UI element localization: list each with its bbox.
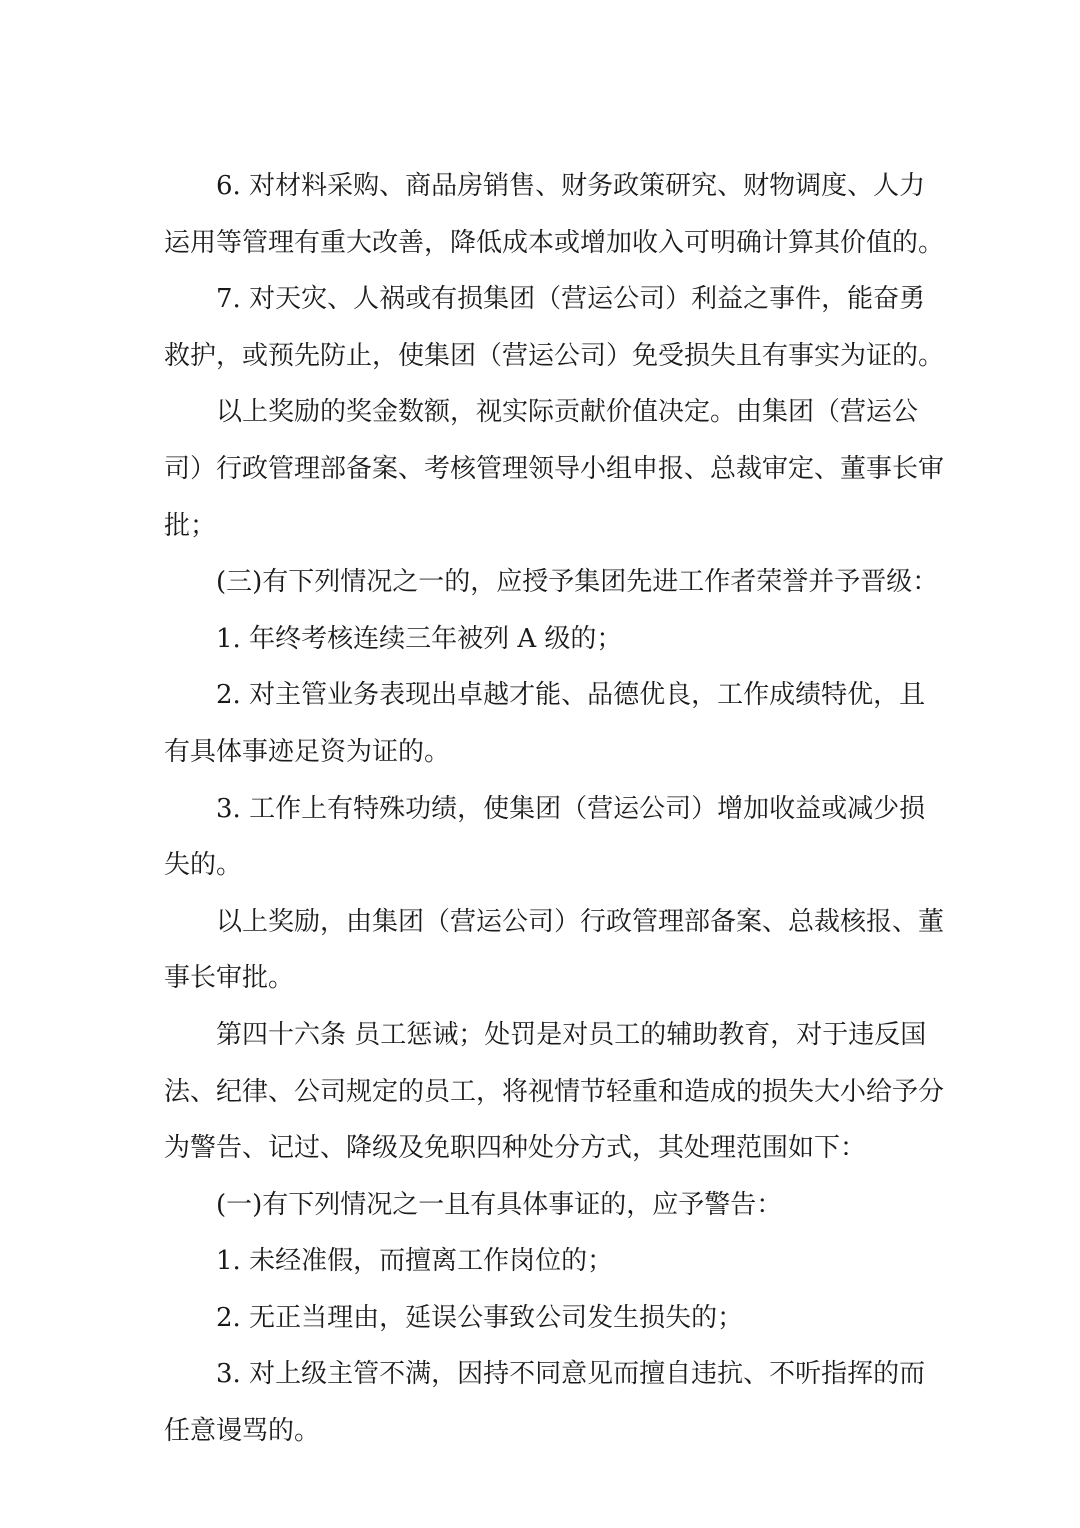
paragraph-article-46: 第四十六条 员工惩诫；处罚是对员工的辅助教育，对于违反国法、纪律、公司规定的员工，将视情节轻重和造成的损失大小给予分为警告、记过、降级及免职四种处分方式，其处理范围如下：: [164, 1019, 945, 1164]
paragraph-item-3: 3. 工作上有特殊功绩，使集团（营运公司）增加收益或减少损失的。: [164, 793, 926, 881]
paragraph-warning-item-3: 3. 对上级主管不满，因持不同意见而擅自违抗、不听指挥的而任意谩骂的。: [164, 1359, 926, 1447]
paragraph-item-2: 2. 对主管业务表现出卓越才能、品德优良，工作成绩特优，且有具体事迹足资为证的。: [164, 680, 926, 767]
paragraph-section-one: (一)有下列情况之一且有具体事证的，应予警告：: [216, 1189, 783, 1220]
paragraph-reward-approval: 以上奖励的奖金数额，视实际贡献价值决定。由集团（营运公司）行政管理部备案、考核管理领导小组申报、总裁审定、董事长审批；: [164, 397, 945, 541]
paragraph-warning-item-1: 1. 未经准假，而擅离工作岗位的；: [216, 1246, 614, 1277]
paragraph-warning-item-2: 2. 无正当理由，延误公事致公司发生损失的；: [216, 1302, 744, 1333]
paragraph-item-7: 7. 对天灾、人祸或有损集团（营运公司）利益之事件，能奋勇救护，或预先防止，使集团（营运公司）免受损失且有事实为证的。: [164, 284, 945, 371]
paragraph-item-6: 6. 对材料采购、商品房销售、财务政策研究、财物调度、人力运用等管理有重大改善，降低成本或增加收入可明确计算其价值的。: [164, 171, 945, 258]
document-body: [164, 158, 948, 1460]
paragraph-item-1: 1. 年终考核连续三年被列 A 级的；: [216, 623, 623, 654]
paragraph-honor-approval: 以上奖励，由集团（营运公司）行政管理部备案、总裁核报、董事长审批。: [164, 906, 945, 994]
paragraph-section-three: (三)有下列情况之一的，应授予集团先进工作者荣誉并予晋级：: [216, 567, 939, 598]
